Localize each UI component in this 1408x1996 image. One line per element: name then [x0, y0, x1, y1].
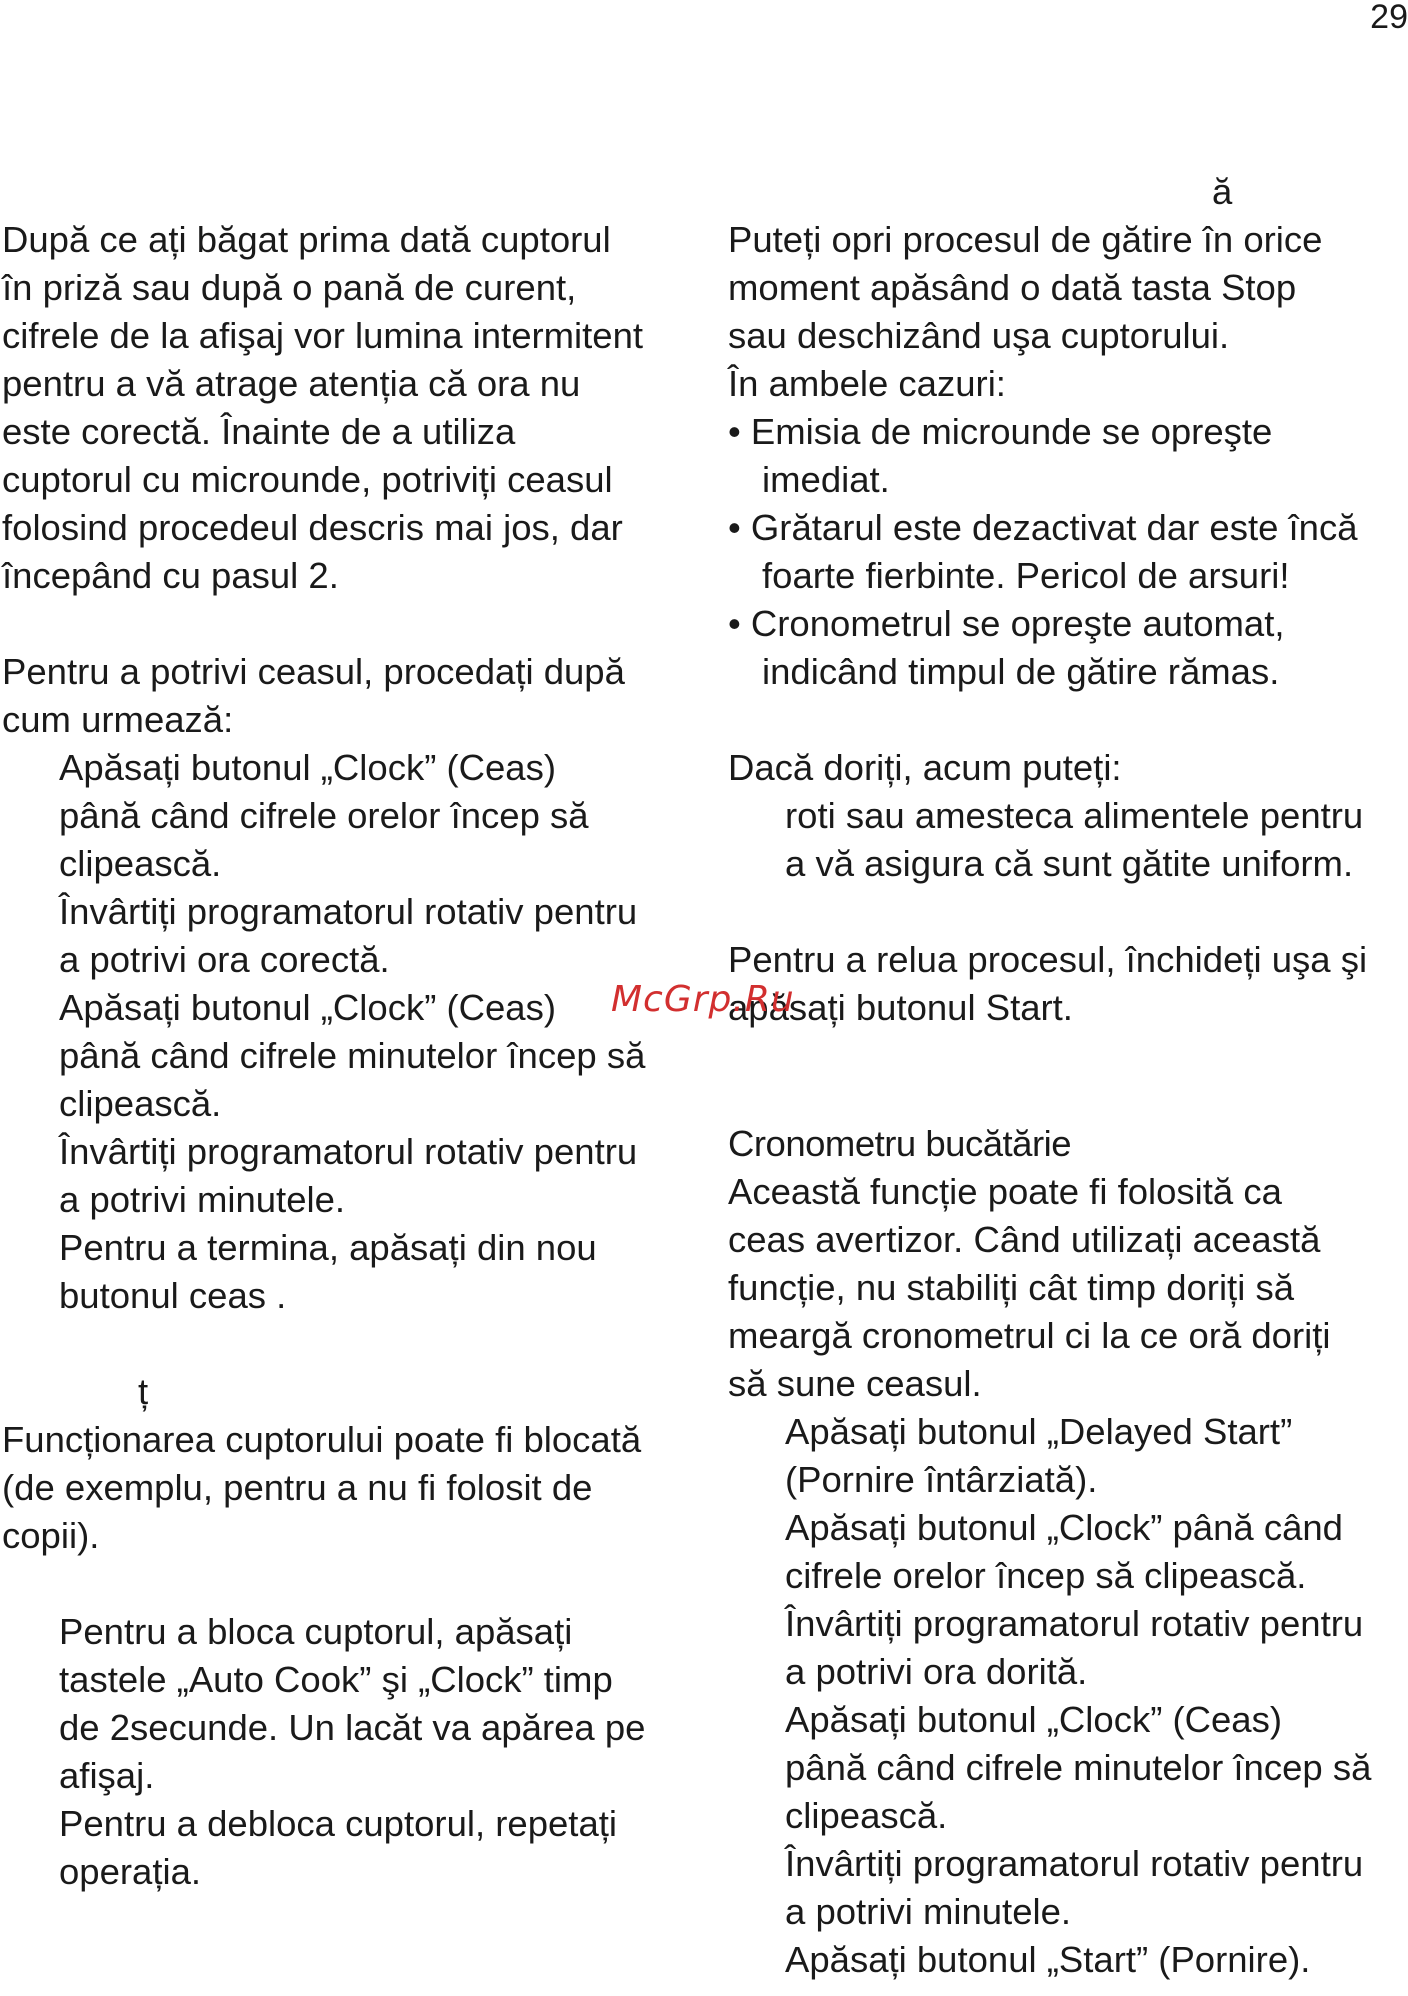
clock-step: Apăsați butonul „Clock” (Ceas) până când cifrele orelor încep să clipească.: [59, 747, 589, 884]
watermark: McGrp.Ru: [611, 979, 795, 1020]
lock-intro: Funcționarea cuptorului poate fi blocată (de exemplu, pentru a nu fi folosit de copii).: [2, 1419, 642, 1556]
stop-intro: Puteți opri procesul de gătire în orice moment apăsând o dată tasta Stop sau deschizând uşa cuptorului. În ambele cazuri:: [728, 219, 1323, 404]
timer-step: Apăsați butonul „Delayed Start” (Pornire întârziată).: [785, 1411, 1293, 1500]
lock-heading-glyph: ț: [138, 1371, 149, 1412]
lock-step: Pentru a bloca cuptorul, apăsați tastele „Auto Cook” şi „Clock” timp de 2secunde. Un lacăt va apărea pe afişaj.: [59, 1611, 646, 1796]
stop-bullet: • Emisia de microunde se opreşte imediat.: [728, 411, 1273, 500]
timer-step: Învârtiți programatorul rotativ pentru a potrivi ora dorită.: [785, 1603, 1364, 1692]
timer-intro: Această funcție poate fi folosită ca ceas avertizor. Când utilizați această funcție, nu stabiliți cât timp doriți să meargă cronometrul ci la ce oră doriți să sune ceasul.: [728, 1171, 1331, 1404]
option-intro: Dacă doriți, acum puteți:: [728, 747, 1122, 788]
clock-step: Pentru a termina, apăsați din nou butonul ceas .: [59, 1227, 597, 1316]
timer-heading: Cronometru bucătărie: [728, 1123, 1072, 1164]
clock-intro: Pentru a potrivi ceasul, procedați după cum urmează:: [2, 651, 625, 740]
clock-step: Apăsați butonul „Clock” (Ceas) până când cifrele minutelor încep să clipească.: [59, 987, 646, 1124]
stop-heading-glyph: ă: [1212, 171, 1233, 212]
timer-step: Apăsați butonul „Start” (Pornire).: [785, 1939, 1311, 1980]
left-column: [2, 216, 692, 1896]
timer-step: Învârtiți programatorul rotativ pentru a potrivi minutele.: [785, 1843, 1364, 1932]
right-column: [728, 168, 1406, 1984]
resume-paragraph: Pentru a relua procesul, închideți uşa şi apăsați butonul Start.: [728, 939, 1368, 1028]
stop-bullet: • Grătarul este dezactivat dar este încă foarte fierbinte. Pericol de arsuri!: [728, 507, 1358, 596]
clock-step: Învârtiți programatorul rotativ pentru a potrivi ora corectă.: [59, 891, 638, 980]
timer-step: Apăsați butonul „Clock” până când cifrele orelor încep să clipească.: [785, 1507, 1343, 1596]
clock-step: Învârtiți programatorul rotativ pentru a potrivi minutele.: [59, 1131, 638, 1220]
option-step: roti sau amesteca alimentele pentru a vă asigura că sunt gătite uniform.: [785, 795, 1364, 884]
intro-paragraph: După ce ați băgat prima dată cuptorul în priză sau după o pană de curent, cifrele de la afişaj vor lumina intermitent pentru a vă atrage atenția că ora nu este corectă. Înainte de a utiliza cuptorul cu microunde, potriviți ceasul folosind procedeul descris mai jos, dar începând cu pasul 2.: [2, 219, 644, 596]
lock-step: Pentru a debloca cuptorul, repetați operația.: [59, 1803, 617, 1892]
stop-bullet: • Cronometrul se opreşte automat, indicând timpul de gătire rămas.: [728, 603, 1285, 692]
page-number: 29: [1370, 0, 1408, 36]
timer-step: Apăsați butonul „Clock” (Ceas) până când cifrele minutelor încep să clipească.: [785, 1699, 1372, 1836]
